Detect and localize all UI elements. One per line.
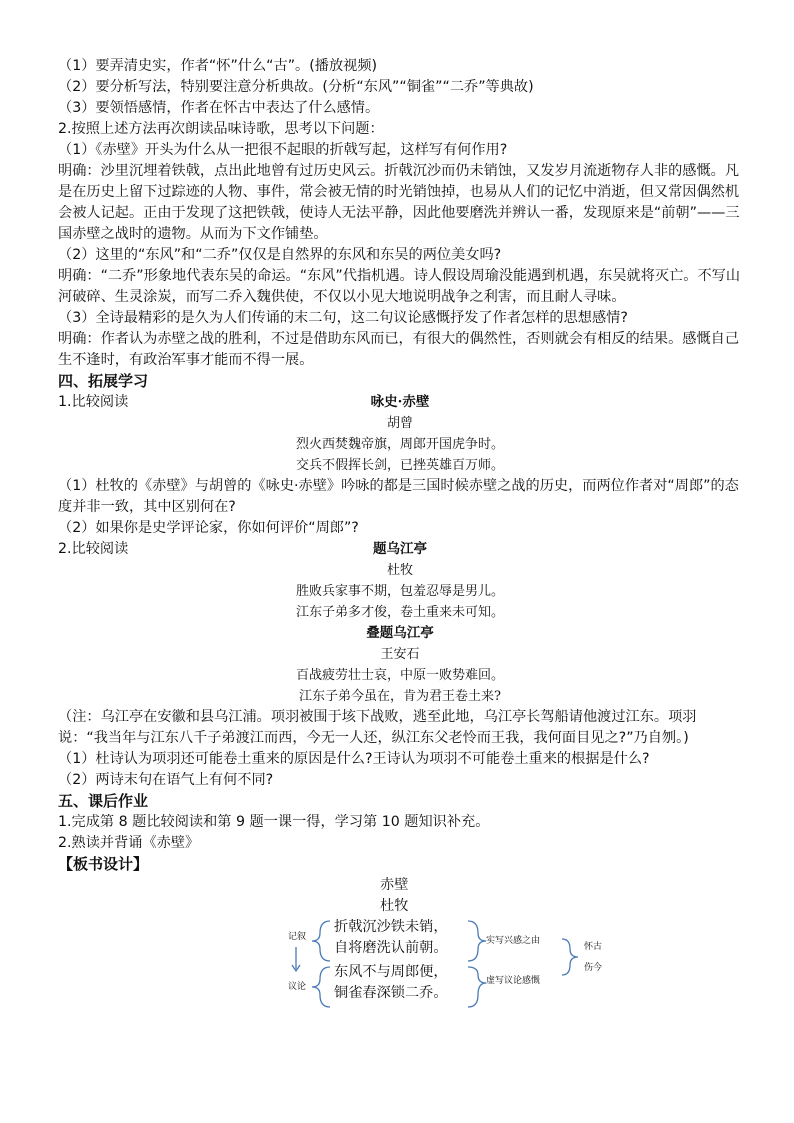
board-line: 铜雀春深锁二乔。: [334, 985, 448, 1001]
poem-line: 烈火西焚魏帝旗，周郎开国虎争时。: [295, 437, 504, 452]
left-brace-icon: [312, 967, 330, 1007]
left-brace-icon: [312, 921, 330, 961]
board-label-discuss: 议论: [288, 982, 307, 992]
answer-3: 明确：作者认为赤壁之战的胜利，不过是借助东风而已，有很大的偶然性，否则就会有相反的结果。感慨自己生不逢时，有政治军事才能而不得一展。: [58, 331, 740, 368]
question-3: （3）全诗最精彩的是久为人们传诵的末二句，这二句议论感慨抒发了作者怎样的思想感情?: [58, 310, 628, 326]
question: （1）杜诗认为项羽还可能卷土重来的原因是什么?王诗认为项羽不可能卷土重来的根据是什么?: [58, 751, 650, 767]
board-line: 折戟沉沙铁未销，: [334, 919, 448, 935]
board-title: 赤壁: [380, 877, 409, 893]
section-heading: 五、课后作业: [58, 792, 149, 810]
question: （2）两诗末句在语气上有何不同?: [58, 772, 274, 788]
text-line: （2）要分析写法，特别要注意分析典故。(分析“东风”“铜雀”“二乔”等典故): [58, 79, 534, 95]
right-brace-icon: [562, 939, 578, 975]
poem-line: 江东子弟多才俊，卷土重来未可知。: [295, 605, 504, 620]
poem-title: 咏史·赤壁: [370, 394, 430, 410]
document-page: [58, 56, 742, 1015]
board-label-present: 伤今: [584, 963, 603, 973]
answer-2: 明确：“二乔”形象地代表东吴的命运。“东风”代指机遇。诗人假设周瑜没能遇到机遇，东吴就将灭亡。不写山河破碎、生灵涂炭，而写二乔入魏供使，不仅以小见大地说明战争之利害，而且耐人寻味。: [58, 268, 741, 305]
board-line: 东风不与周郎便，: [334, 964, 448, 980]
question: （2）如果你是史学评论家，你如何评价“周郎”?: [58, 520, 359, 536]
text-line: 2.按照上述方法再次朗读品味诗歌，思考以下问题：: [58, 121, 384, 137]
compare-row: [58, 539, 742, 560]
poem-line: 胜败兵家事不期，包羞忍辱是男儿。: [295, 584, 504, 599]
board-label-narrate: 记叙: [288, 932, 307, 942]
homework-item: 2.熟读并背诵《赤壁》: [58, 835, 200, 851]
poem-title: 题乌江亭: [373, 541, 427, 557]
board-label-real: 实写兴感之由: [486, 936, 541, 946]
homework-item: 1.完成第 8 题比较阅读和第 9 题一课一得，学习第 10 题知识补充。: [58, 814, 490, 830]
text-line: （1）要弄清史实，作者“怀”什么“古”。(播放视频): [58, 58, 378, 74]
poem-author: 王安石: [380, 647, 420, 662]
answer-1: 明确：沙里沉埋着铁戟，点出此地曾有过历史风云。折戟沉沙而仍未销蚀，又发岁月流逝物存人非的感慨。凡是在历史上留下过踪迹的人物、事件，常会被无情的时光销蚀掉，也易从人们的记忆中消逝，但又常因偶然机会被人记起。正由于发现了这把铁戟，使诗人无法平静，因此他要磨洗并辨认一番，发现原来是“前朝”——三国赤壁之战时的遗物。从而为下文作铺垫。: [58, 163, 740, 242]
board-label-virtual: 虚写议论感慨: [486, 976, 541, 986]
poem-author: 胡曾: [386, 416, 413, 431]
poem-author: 杜牧: [386, 563, 413, 578]
poem-note: （注：乌江亭在安徽和县乌江浦。项羽被围于垓下战败，逃至此地，乌江亭长驾船请他渡过江东。项羽说：“我当年与江东八千子弟渡江而西，今无一人还，纵江东父老怜而王我，我何面目见之?”乃自刎。): [58, 709, 697, 746]
question-2: （2）这里的“东风”和“二乔”仅仅是自然界的东风和东吴的两位美女吗?: [58, 247, 502, 263]
board-connectors: [58, 875, 742, 1015]
poem-line: 交兵不假挥长剑，已挫英雄百万师。: [295, 458, 504, 473]
compare-label: 1.比较阅读: [58, 394, 129, 410]
board-line: 自将磨洗认前朝。: [334, 940, 448, 956]
board-author: 杜牧: [380, 898, 409, 914]
compare-row: [58, 392, 742, 413]
right-brace-icon: [468, 967, 486, 983]
board-design: [58, 875, 742, 1015]
right-brace-icon: [468, 921, 486, 941]
board-label-past: 怀古: [584, 942, 603, 952]
poem-title: 叠题乌江亭: [366, 625, 434, 641]
poem-line: 百战疲劳壮士哀，中原一败势难回。: [295, 668, 504, 683]
compare-label: 2.比较阅读: [58, 541, 129, 557]
question: （1）杜牧的《赤壁》与胡曾的《咏史·赤壁》吟咏的都是三国时候赤壁之战的历史，而两位作者对“周郎”的态度并非一致，其中区别何在?: [58, 478, 739, 515]
section-heading: 四、拓展学习: [58, 372, 149, 390]
board-heading: 【板书设计】: [58, 855, 149, 873]
question-1: （1）《赤壁》开头为什么从一把很不起眼的折戟写起，这样写有何作用?: [58, 142, 508, 158]
text-line: （3）要领悟感情，作者在怀古中表达了什么感情。: [58, 100, 380, 116]
poem-line: 江东子弟今虽在，肯为君王卷土来?: [299, 689, 501, 704]
